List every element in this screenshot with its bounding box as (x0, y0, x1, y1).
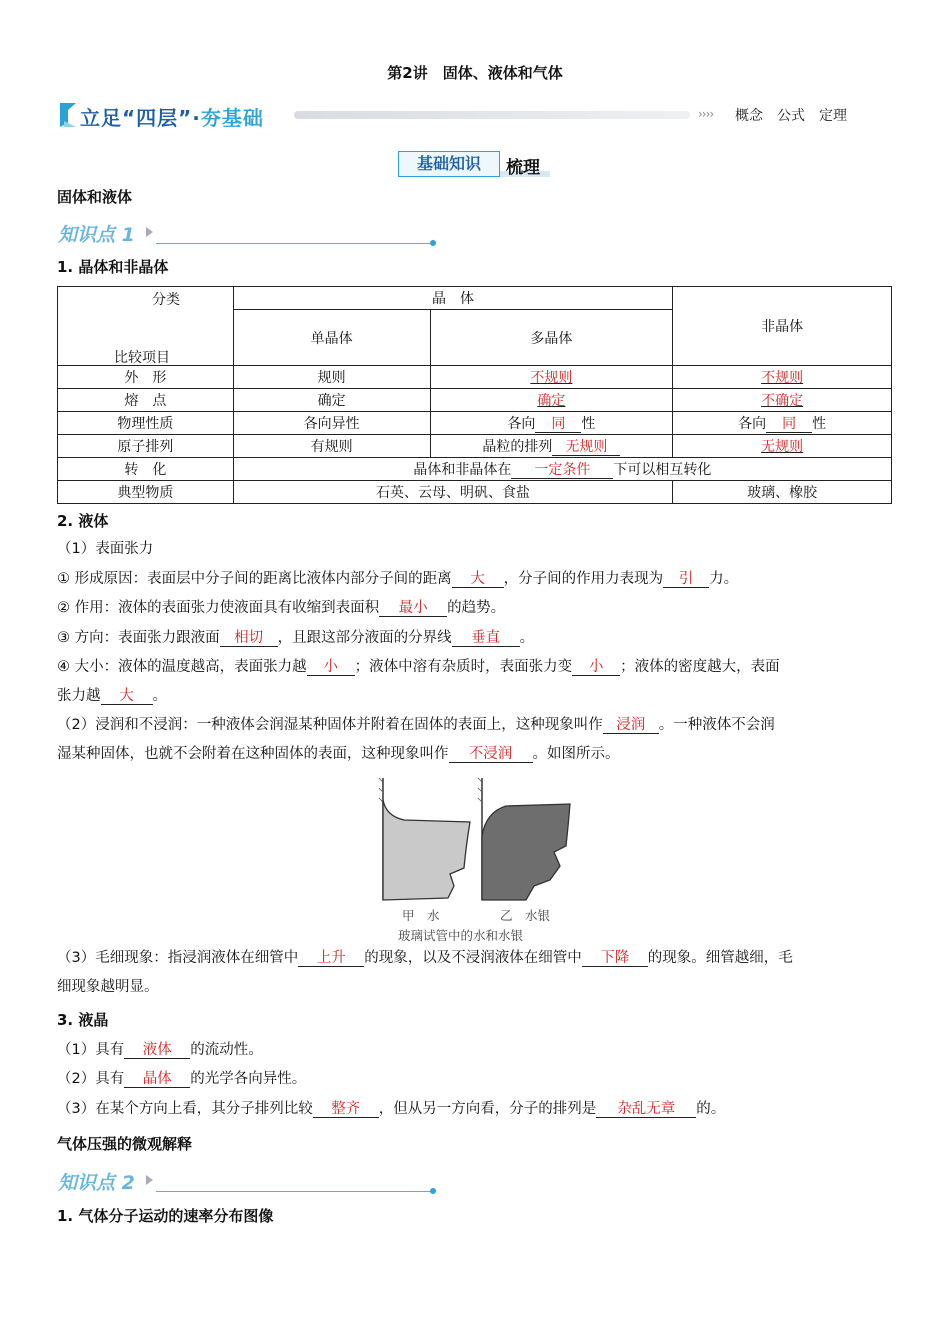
paragraph: 湿某种固体，也就不会附着在这种固体的表面，这种现象叫作 不浸润 。如图所示。 (57, 746, 620, 762)
paragraph: （2）浸润和不浸润：一种液体会润湿某种固体并附着在固体的表面上，这种现象叫作 浸润 。一种液体不会润 (57, 717, 775, 733)
triangle-icon (146, 1175, 153, 1185)
figure-label: 乙 水银 (500, 908, 551, 923)
section-banner (58, 101, 858, 131)
paragraph: （1）表面张力 (57, 541, 154, 557)
table-row: 转 化 晶体和非晶体在 一定条件 下可以相互转化 (58, 458, 892, 481)
page-title: 第2讲 固体、液体和气体 (387, 64, 563, 82)
figure-caption: 玻璃试管中的水和水银 (398, 928, 524, 943)
table-row: 熔 点 确定 确定 不确定 (58, 389, 892, 412)
triangle-icon (146, 227, 153, 237)
subheading: 2. 液体 (57, 512, 109, 530)
paragraph: 细现象越明显。 (57, 979, 159, 995)
paragraph: ③ 方向：表面张力跟液面 相切 ，且跟这部分液面的分界线 垂直 。 (57, 630, 535, 646)
table-header: 多晶体 (430, 310, 673, 366)
table-row: 物理性质 各向异性 各向 同 性 各向 同 性 (58, 412, 892, 435)
paragraph: （1）具有 液体 的流动性。 (57, 1042, 263, 1058)
paragraph: （2）具有 晶体 的光学各向异性。 (57, 1071, 307, 1087)
table-header: 单晶体 (233, 310, 430, 366)
knowledge-point-1: 知识点 1 (58, 220, 438, 246)
banner-title: 立足“四层”·夯基础 (80, 106, 264, 130)
table-row: 原子排列 有规则 晶粒的排列 无规则 无规则 (58, 435, 892, 458)
test-tube-figure (374, 776, 574, 946)
bracket-icon (58, 101, 80, 129)
subheading: 1. 晶体和非晶体 (57, 258, 169, 276)
subheading: 1. 气体分子运动的速率分布图像 (57, 1207, 274, 1225)
subheading: 3. 液晶 (57, 1011, 109, 1029)
table-header: 晶 体 (233, 287, 672, 310)
table-header: 非晶体 (673, 287, 892, 366)
banner-bar (294, 111, 690, 119)
section-heading: 气体压强的微观解释 (57, 1135, 193, 1153)
paragraph: ④ 大小：液体的温度越高，表面张力越 小 ；液体中溶有杂质时，表面张力变 小 ；液体的密度越大，表面 (57, 659, 780, 675)
table-corner-header: 分类 比较项目 (58, 287, 234, 366)
knowledge-point-2: 知识点 2 (58, 1168, 438, 1194)
table-row: 外 形 规则 不规则 不规则 (58, 366, 892, 389)
figure-label: 甲 水 (402, 908, 440, 923)
water-mercury-illustration (374, 776, 574, 906)
paragraph: （3）毛细现象：指浸润液体在细管中 上升 的现象，以及不浸润液体在细管中 下降 的现象。细管越细，毛 (57, 950, 793, 966)
section-heading: 固体和液体 (57, 188, 133, 206)
banner-subtitle: 概念 公式 定理 (735, 108, 847, 124)
paragraph: 张力越 大 。 (57, 688, 167, 704)
chevrons-icon: ›››› (698, 107, 714, 121)
paragraph: ② 作用：液体的表面张力使液面具有收缩到表面积 最小 的趋势。 (57, 600, 506, 616)
paragraph: ① 形成原因：表面层中分子间的距离比液体内部分子间的距离 大 ，分子间的作用力表现为 引 力。 (57, 571, 739, 587)
crystal-comparison-table (57, 286, 892, 504)
paragraph: （3）在某个方向上看，其分子排列比较 整齐 ，但从另一方向看，分子的排列是 杂乱无章 的。 (57, 1101, 726, 1117)
table-row: 典型物质 石英、云母、明矾、食盐 玻璃、橡胶 (58, 481, 892, 504)
